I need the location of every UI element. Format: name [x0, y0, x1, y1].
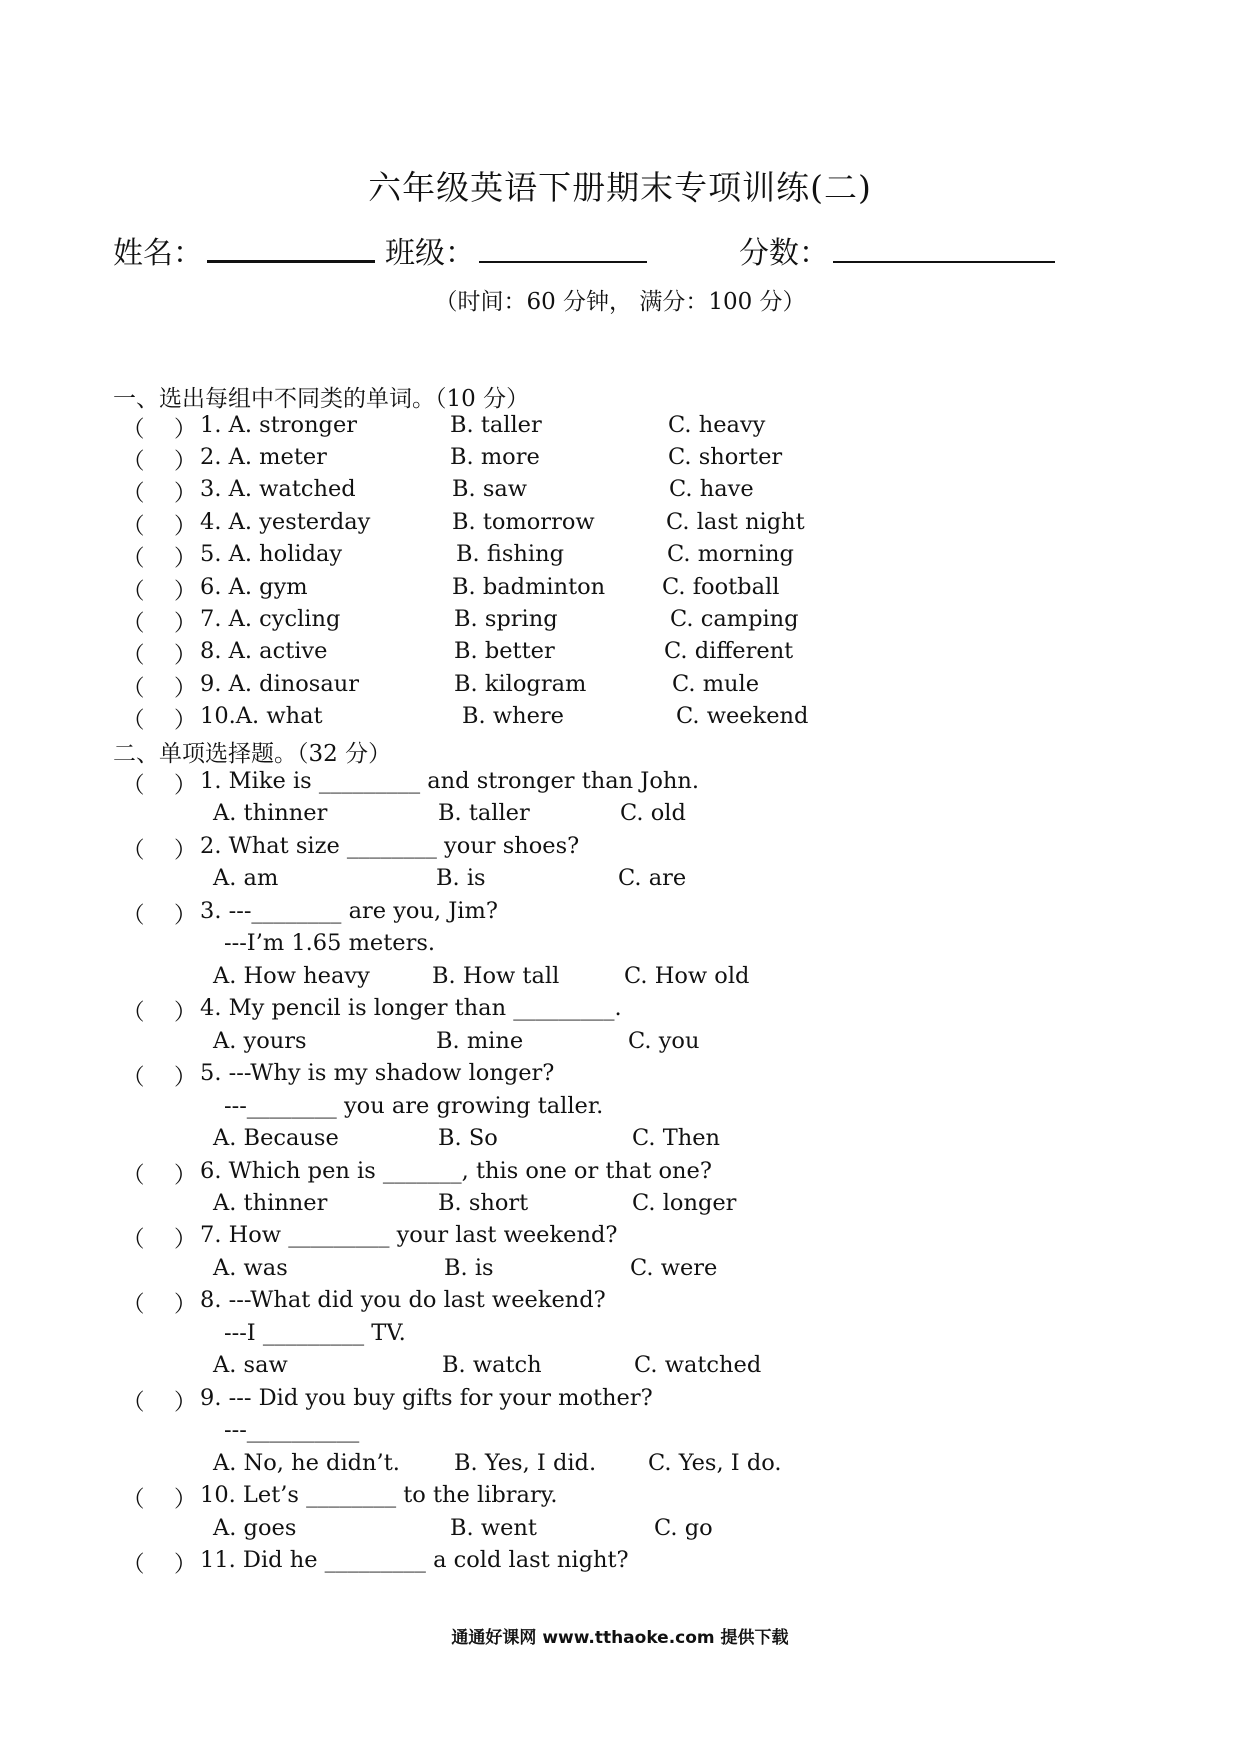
option-b: B. tomorrow: [452, 509, 595, 535]
s2-q3-stem: [122, 898, 1122, 930]
option-a: A. was: [213, 1255, 288, 1281]
question-text: 7. How _________ your last weekend?: [200, 1222, 618, 1248]
option-a: A. Because: [213, 1125, 339, 1151]
answer-paren-open[interactable]: （: [122, 1292, 145, 1318]
option-c: C. last night: [666, 509, 805, 535]
answer-paren-close[interactable]: ）: [174, 773, 197, 799]
option-a: 3. A. watched: [200, 476, 356, 502]
answer-paren-open[interactable]: （: [122, 579, 145, 605]
option-a: 7. A. cycling: [200, 606, 341, 632]
option-b: B. saw: [452, 476, 528, 502]
option-b: B. How tall: [432, 963, 560, 989]
option-c: C. go: [654, 1515, 713, 1541]
s2-q8-line2: [122, 1320, 1122, 1352]
option-c: C. have: [669, 476, 754, 502]
answer-paren-close[interactable]: ）: [174, 1487, 197, 1513]
option-b: B. went: [450, 1515, 537, 1541]
answer-paren-close[interactable]: ）: [174, 546, 197, 572]
page-title: 六年级英语下册期末专项训练(二): [368, 168, 872, 207]
answer-paren-close[interactable]: ）: [174, 1065, 197, 1091]
page-footer: 通通好课网 www.tthaoke.com 提供下载: [451, 1628, 789, 1648]
option-b: B. is: [444, 1255, 494, 1281]
option-b: B. mine: [436, 1028, 524, 1054]
s1-item-5: [122, 541, 1122, 573]
answer-paren-open[interactable]: （: [122, 1000, 145, 1026]
option-a: 2. A. meter: [200, 444, 327, 470]
s1-item-2: [122, 444, 1122, 476]
answer-paren-close[interactable]: ）: [174, 1552, 197, 1578]
s2-q8-options: [122, 1352, 1122, 1384]
answer-paren-open[interactable]: （: [122, 773, 145, 799]
option-a: 10.A. what: [200, 703, 323, 729]
option-c: C. weekend: [676, 703, 809, 729]
section2-title: 二、单项选择题。（32 分）: [113, 741, 392, 767]
answer-paren-close[interactable]: ）: [174, 1227, 197, 1253]
option-b: B. is: [436, 865, 486, 891]
answer-paren-open[interactable]: （: [122, 1065, 145, 1091]
option-c: C. you: [628, 1028, 700, 1054]
answer-paren-close[interactable]: ）: [174, 838, 197, 864]
score-field: [739, 228, 1055, 272]
answer-paren-open[interactable]: （: [122, 676, 145, 702]
s2-q2-options: [122, 865, 1122, 897]
option-b: B. spring: [454, 606, 558, 632]
s2-q2-stem: [122, 833, 1122, 865]
option-a: 6. A. gym: [200, 574, 308, 600]
option-a: 1. A. stronger: [200, 412, 358, 438]
option-c: C. shorter: [668, 444, 783, 470]
class-field: [385, 228, 647, 272]
s1-item-4: [122, 509, 1122, 541]
answer-paren-open[interactable]: （: [122, 1487, 145, 1513]
answer-paren-open[interactable]: （: [122, 643, 145, 669]
answer-paren-open[interactable]: （: [122, 1227, 145, 1253]
answer-paren-open[interactable]: （: [122, 708, 145, 734]
question-text: 5. ---Why is my shadow longer?: [200, 1060, 555, 1086]
option-b: B. more: [450, 444, 540, 470]
answer-paren-close[interactable]: ）: [174, 514, 197, 540]
answer-paren-open[interactable]: （: [122, 1163, 145, 1189]
class-label: 班级：: [385, 236, 475, 271]
s1-item-9: [122, 671, 1122, 703]
answer-paren-open[interactable]: （: [122, 1552, 145, 1578]
student-info-row: [113, 228, 1133, 274]
s2-q6-stem: [122, 1158, 1122, 1190]
option-a: 4. A. yesterday: [200, 509, 371, 535]
option-b: B. short: [438, 1190, 529, 1216]
answer-paren-open[interactable]: （: [122, 449, 145, 475]
answer-paren-close[interactable]: ）: [174, 643, 197, 669]
s1-item-8: [122, 638, 1122, 670]
option-c: C. different: [664, 638, 794, 664]
option-b: B. badminton: [452, 574, 606, 600]
option-b: B. taller: [450, 412, 542, 438]
option-b: B. where: [462, 703, 564, 729]
answer-paren-open[interactable]: （: [122, 1390, 145, 1416]
s1-item-6: [122, 574, 1122, 606]
option-a: A. goes: [213, 1515, 297, 1541]
option-c: C. were: [630, 1255, 718, 1281]
s2-q3-options: [122, 963, 1122, 995]
option-c: C. morning: [667, 541, 794, 567]
answer-paren-close[interactable]: ）: [174, 1292, 197, 1318]
dialogue-reply: ---__________: [224, 1417, 360, 1443]
s2-q10-stem: [122, 1482, 1122, 1514]
question-text: 9. --- Did you buy gifts for your mother?: [200, 1385, 653, 1411]
answer-paren-open[interactable]: （: [122, 546, 145, 572]
option-b: B. So: [438, 1125, 498, 1151]
answer-paren-close[interactable]: ）: [174, 1000, 197, 1026]
option-b: B. Yes, I did.: [454, 1450, 597, 1476]
option-b: B. fishing: [456, 541, 564, 567]
answer-paren-open[interactable]: （: [122, 481, 145, 507]
option-b: B. kilogram: [454, 671, 587, 697]
s2-q10-options: [122, 1515, 1122, 1547]
option-a: 8. A. active: [200, 638, 328, 664]
answer-paren-close[interactable]: ）: [174, 1390, 197, 1416]
name-field: [113, 228, 375, 272]
option-a: A. yours: [213, 1028, 307, 1054]
s2-q1-stem: [122, 768, 1122, 800]
s2-q9-line2: [122, 1417, 1122, 1449]
question-text: 10. Let’s ________ to the library.: [200, 1482, 558, 1508]
s2-q1-options: [122, 800, 1122, 832]
score-blank[interactable]: [833, 233, 1055, 263]
s2-q9-options: [122, 1450, 1122, 1482]
option-b: B. better: [454, 638, 555, 664]
answer-paren-open[interactable]: （: [122, 838, 145, 864]
answer-paren-close[interactable]: ）: [174, 676, 197, 702]
answer-paren-open[interactable]: （: [122, 903, 145, 929]
option-c: C. watched: [634, 1352, 762, 1378]
s1-item-7: [122, 606, 1122, 638]
option-a: A. No, he didn’t.: [213, 1450, 400, 1476]
dialogue-reply: ---________ you are growing taller.: [224, 1093, 604, 1119]
option-c: C. old: [620, 800, 686, 826]
s2-q7-stem: [122, 1222, 1122, 1254]
option-c: C. longer: [632, 1190, 737, 1216]
s1-item-1: [122, 412, 1122, 444]
s2-q3-line2: [122, 930, 1122, 962]
question-text: 4. My pencil is longer than _________.: [200, 995, 622, 1021]
option-a: A. am: [213, 865, 279, 891]
question-text: 6. Which pen is _______, this one or that one?: [200, 1158, 712, 1184]
question-text: 2. What size ________ your shoes?: [200, 833, 580, 859]
option-c: C. How old: [624, 963, 750, 989]
option-c: C. Yes, I do.: [648, 1450, 782, 1476]
class-blank[interactable]: [479, 233, 647, 263]
s2-q5-stem: [122, 1060, 1122, 1092]
answer-paren-close[interactable]: ）: [174, 417, 197, 443]
answer-paren-close[interactable]: ）: [174, 1163, 197, 1189]
option-a: A. How heavy: [213, 963, 370, 989]
s1-item-3: [122, 476, 1122, 508]
s2-q8-stem: [122, 1287, 1122, 1319]
answer-paren-close[interactable]: ）: [174, 708, 197, 734]
option-a: A. thinner: [213, 1190, 328, 1216]
option-b: B. taller: [438, 800, 530, 826]
option-c: C. Then: [632, 1125, 721, 1151]
s2-q11-stem: [122, 1547, 1122, 1579]
answer-paren-close[interactable]: ）: [174, 449, 197, 475]
option-a: 9. A. dinosaur: [200, 671, 360, 697]
option-a: A. saw: [213, 1352, 288, 1378]
s2-q5-options: [122, 1125, 1122, 1157]
s2-q9-stem: [122, 1385, 1122, 1417]
option-c: C. mule: [672, 671, 760, 697]
s2-q6-options: [122, 1190, 1122, 1222]
dialogue-reply: ---I’m 1.65 meters.: [224, 930, 436, 956]
name-blank[interactable]: [207, 232, 375, 263]
answer-paren-close[interactable]: ）: [174, 481, 197, 507]
option-c: C. are: [618, 865, 687, 891]
answer-paren-open[interactable]: （: [122, 417, 145, 443]
answer-paren-close[interactable]: ）: [174, 579, 197, 605]
answer-paren-close[interactable]: ）: [174, 903, 197, 929]
answer-paren-close[interactable]: ）: [174, 611, 197, 637]
question-text: 8. ---What did you do last weekend?: [200, 1287, 606, 1313]
question-text: 3. ---________ are you, Jim?: [200, 898, 498, 924]
s1-item-10: [122, 703, 1122, 735]
dialogue-reply: ---I _________ TV.: [224, 1320, 406, 1346]
answer-paren-open[interactable]: （: [122, 611, 145, 637]
time-score-note: （时间：60 分钟， 满分：100 分）: [434, 289, 806, 315]
option-c: C. camping: [670, 606, 799, 632]
s2-q4-options: [122, 1028, 1122, 1060]
s2-q4-stem: [122, 995, 1122, 1027]
name-label: 姓名：: [113, 236, 203, 271]
s2-q5-line2: [122, 1093, 1122, 1125]
option-a: A. thinner: [213, 800, 328, 826]
question-text: 1. Mike is _________ and stronger than John.: [200, 768, 700, 794]
option-b: B. watch: [442, 1352, 542, 1378]
score-label: 分数：: [739, 236, 829, 271]
answer-paren-open[interactable]: （: [122, 514, 145, 540]
question-text: 11. Did he _________ a cold last night?: [200, 1547, 629, 1573]
option-a: 5. A. holiday: [200, 541, 343, 567]
option-c: C. football: [662, 574, 780, 600]
section1-title: 一、选出每组中不同类的单词。（10 分）: [113, 386, 530, 412]
s2-q7-options: [122, 1255, 1122, 1287]
option-c: C. heavy: [668, 412, 766, 438]
